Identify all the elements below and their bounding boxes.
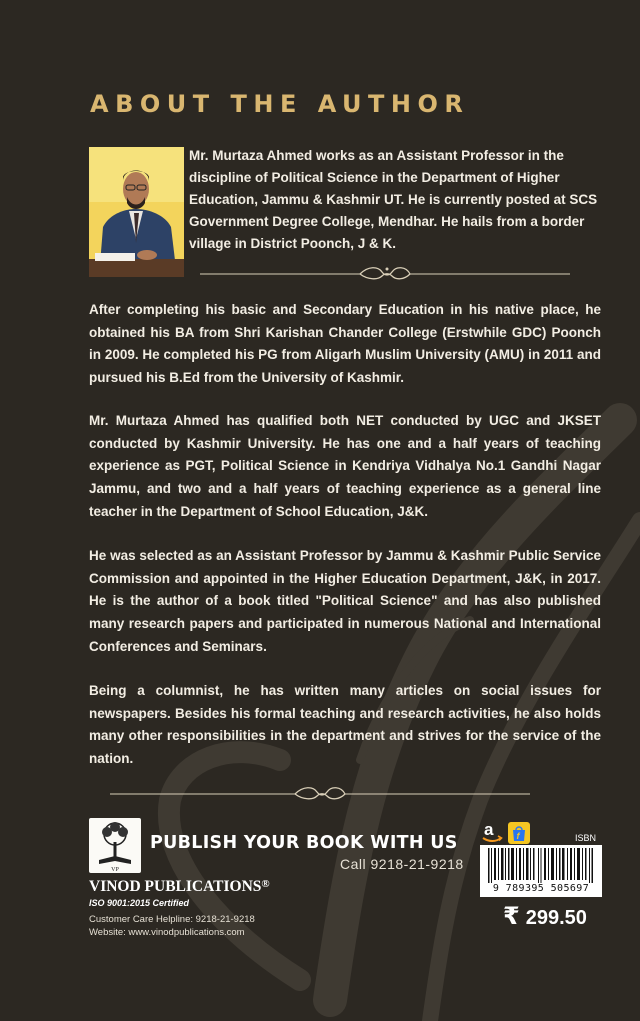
ornamental-divider [110, 784, 530, 804]
logo-text: VP [111, 867, 119, 873]
book-price [503, 902, 587, 930]
isbn-label: ISBN [575, 833, 597, 843]
customer-helpline: Customer Care Helpline: 9218-21-9218 [89, 914, 255, 925]
bio-paragraph: He was selected as an Assistant Professor by Jammu & Kashmir Public Service Commission and appointed in the Higher Education Department, J&K, in 2017. He is the author of a book titled "Political Science" and has also published many research papers and participated in numerous National and International Conferences and Seminars. [89, 548, 601, 654]
author-photo [89, 147, 184, 277]
bio-paragraph: After completing his basic and Secondary Education in his native place, he obtained his BA from Shri Karishan Chander College (Erstwhile GDC) Poonch in 2009. He completed his PG from Aligarh Muslim University (AMU) in 2011 and pursued his B.Ed from the University of Kashmir. [89, 302, 601, 386]
publisher-website: Website: www.vinodpublications.com [89, 927, 245, 938]
flipkart-icon [508, 822, 530, 844]
bio-paragraph: Being a columnist, he has written many articles on social issues for newspapers. Besides his formal teaching and research activities, he also holds many other responsibilities in the department and strives for the service of the nation. [89, 683, 601, 767]
amazon-icon [480, 820, 504, 844]
publisher-logo [89, 818, 141, 873]
isbn-number: 9 789395 505697 [492, 883, 590, 894]
bio-paragraph: Mr. Murtaza Ahmed has qualified both NET conducted by UGC and JKSET conducted by Kashmir University. He has one and a half years of teaching experience as PGT, Political Science in Kendriya Vidhalya No.1 Gandhi Nagar Jammu, and two and a half years of teaching experience as a general line teacher in the Department of School Education, J&K. [89, 413, 601, 519]
publisher-name-text: VINOD PUBLICATIONS [89, 878, 262, 895]
author-intro: Mr. Murtaza Ahmed works as an Assistant Professor in the discipline of Political Science in the Department of Higher Education, Jammu & Kashmir UT. He is currently posted at SCS Government Degree College, Mendhar. He hails from a border village in District Poonch, J & K. [189, 148, 598, 251]
publisher-name [89, 878, 270, 896]
publish-cta: PUBLISH YOUR BOOK WITH US [150, 833, 458, 853]
svg-text:a: a [484, 820, 494, 839]
rupee-icon: ₹ [503, 902, 520, 930]
iso-certification: ISO 9001:2015 Certified [89, 898, 190, 908]
price-value: 299.50 [525, 907, 587, 929]
registered-mark: ® [261, 878, 270, 890]
svg-text:f: f [516, 831, 520, 841]
call-number: Call 9218-21-9218 [340, 856, 464, 872]
page-title: ABOUT THE AUTHOR [90, 90, 470, 118]
ornamental-divider [200, 264, 570, 284]
